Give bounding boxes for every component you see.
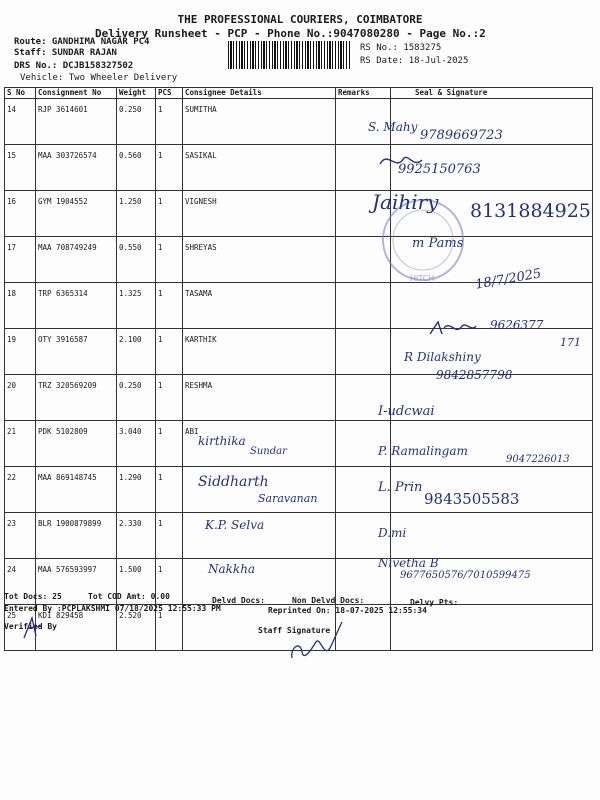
cell-consignment: MAA 303726574	[36, 145, 117, 191]
route-label: Route: GANDHIMA NAGAR PC4	[14, 37, 150, 47]
cell-consignment: TRP 6365314	[36, 283, 117, 329]
staff-label: Staff: SUNDAR RAJAN	[14, 48, 117, 58]
rs-date: RS Date: 18-Jul-2025	[360, 56, 469, 66]
cell-weight: 1.325	[117, 283, 156, 329]
barcode	[228, 41, 350, 69]
verified-by-label: Verified By	[4, 622, 57, 631]
cell-sno: 21	[5, 421, 36, 467]
signature-16: Jaihiry	[372, 190, 439, 214]
cell-consignee: KARTHIK	[183, 329, 336, 375]
reprinted-on: Reprinted On: 18-07-2025 12:55:34	[268, 606, 427, 615]
cell-sno: 18	[5, 283, 36, 329]
signature-21: I-udcwai	[378, 404, 435, 419]
cell-consignment: MAA 708749249	[36, 237, 117, 283]
cell-sno: 16	[5, 191, 36, 237]
cell-consignee: SUMITHA	[183, 99, 336, 145]
cell-sno: 25	[5, 605, 36, 651]
cell-consignment: OTY 3916587	[36, 329, 117, 375]
consignee-22: kirthika	[198, 434, 246, 448]
cell-pcs: 1	[156, 99, 183, 145]
table-row	[5, 99, 593, 145]
non-delivered-docs: Non Delvd Docs:	[292, 596, 365, 605]
staff-signature-label: Staff Signature	[258, 626, 331, 635]
cell-consignment: PDK 5102809	[36, 421, 117, 467]
cell-weight: 0.550	[117, 237, 156, 283]
cell-consignment: TRZ 320569209	[36, 375, 117, 421]
consignee-24: K.P. Selva	[205, 518, 265, 532]
total-docs: Tot Docs: 25	[4, 592, 62, 601]
runsheet-subtitle: Delivery Runsheet - PCP - Phone No.:9047080280 - Page No.:2	[95, 27, 486, 40]
cell-pcs: 1	[156, 191, 183, 237]
cell-sno: 15	[5, 145, 36, 191]
cell-consignment: MAA 869148745	[36, 467, 117, 513]
entered-by: Entered By :PCPLAKSHMI 07/18/2025 12:55:33 PM	[4, 604, 221, 613]
cell-pcs: 1	[156, 237, 183, 283]
consignee-22b: Sundar	[250, 446, 287, 457]
cell-sno: 24	[5, 559, 36, 605]
col-weight: Weight	[117, 88, 156, 99]
date-18: 18/7/2025	[474, 266, 543, 293]
phone-25: 9677650576/7010599475	[400, 570, 531, 581]
cell-pcs: 1	[156, 283, 183, 329]
delivery-points: Delvy Pts:	[410, 598, 459, 607]
cell-weight: 0.560	[117, 145, 156, 191]
cell-signature	[391, 513, 593, 559]
col-consignee: Consignee Details	[183, 88, 336, 99]
phone-22: 9047226013	[506, 454, 570, 465]
cell-pcs: 1	[156, 605, 183, 651]
cell-consignee: VIGNESH	[183, 191, 336, 237]
consignee-23: Siddharth	[198, 474, 269, 490]
signature-19-scribble	[428, 318, 478, 340]
phone-19: 9626377	[490, 318, 544, 332]
cell-pcs: 1	[156, 513, 183, 559]
cell-consignment: KDI 829458	[36, 605, 117, 651]
cell-weight: 2.330	[117, 513, 156, 559]
col-pcs: PCS	[156, 88, 183, 99]
cell-sno: 17	[5, 237, 36, 283]
cell-pcs: 1	[156, 559, 183, 605]
signature-22: P. Ramalingam	[378, 444, 468, 458]
cell-consignment: RJP 3614601	[36, 99, 117, 145]
signature-17: m Pams	[412, 236, 464, 251]
table-row	[5, 145, 593, 191]
phone-16: 8131884925	[470, 200, 591, 222]
signature-20: R Dilakshiny	[404, 350, 481, 364]
cell-sno: 22	[5, 467, 36, 513]
cell-pcs: 1	[156, 145, 183, 191]
cell-weight: 2.100	[117, 329, 156, 375]
phone-14: 9789669723	[420, 128, 503, 143]
cell-weight: 1.290	[117, 467, 156, 513]
document-title: THE PROFESSIONAL COURIERS, COIMBATORE	[177, 13, 423, 26]
table-header-row	[5, 88, 593, 99]
cell-weight: 0.250	[117, 99, 156, 145]
cell-sno: 23	[5, 513, 36, 559]
col-sno: S No	[5, 88, 36, 99]
stamp-text: HITCH	[410, 274, 435, 283]
table-row	[5, 513, 593, 559]
total-cod: Tot COD Amt: 0.00	[88, 592, 170, 601]
cell-remarks	[336, 283, 391, 329]
consignee-25: Nakkha	[208, 562, 256, 576]
phone-15: 9925150763	[398, 162, 481, 177]
cell-consignee: SASIKAL	[183, 145, 336, 191]
rs-number: RS No.: 1583275	[360, 43, 442, 53]
cell-pcs: 1	[156, 421, 183, 467]
cell-weight: 2.520	[117, 605, 156, 651]
cell-weight: 3.040	[117, 421, 156, 467]
cell-sno: 20	[5, 375, 36, 421]
staff-signature	[286, 618, 346, 666]
vehicle-label: Vehicle: Two Wheeler Delivery	[20, 73, 178, 83]
cell-consignment: BLR 1900879899	[36, 513, 117, 559]
cell-remarks	[336, 329, 391, 375]
phone-20: 9842857798	[436, 368, 513, 382]
cell-weight: 1.500	[117, 559, 156, 605]
cell-pcs: 1	[156, 329, 183, 375]
drs-number: DRS No.: DCJB158327502	[14, 61, 134, 71]
table-row	[5, 421, 593, 467]
col-remarks: Remarks	[336, 88, 391, 99]
signature-25: Nivetha B	[378, 556, 439, 570]
col-consignment: Consignment No	[36, 88, 117, 99]
cell-weight: 1.250	[117, 191, 156, 237]
cell-consignment: MAA 576593997	[36, 559, 117, 605]
consignee-23b: Saravanan	[258, 492, 318, 505]
signature-14: S. Mahy	[368, 120, 418, 134]
cell-pcs: 1	[156, 467, 183, 513]
cell-consignee: SHREYAS	[183, 237, 336, 283]
cell-consignment: GYM 1904552	[36, 191, 117, 237]
cell-consignee: ABI	[183, 421, 336, 467]
phone-23: 9843505583	[424, 490, 520, 508]
cell-weight: 0.250	[117, 375, 156, 421]
signature-23: L. Prin	[378, 480, 423, 495]
verifier-signature	[20, 614, 48, 642]
signature-24: D.mi	[378, 526, 407, 540]
cell-sno: 14	[5, 99, 36, 145]
cell-sno: 19	[5, 329, 36, 375]
col-signature: Seal & Signature	[391, 88, 593, 99]
cell-pcs: 1	[156, 375, 183, 421]
cell-consignee: RESHMA	[183, 375, 336, 421]
cell-consignee: TASAMA	[183, 283, 336, 329]
delivered-docs: Delvd Docs:	[212, 596, 265, 605]
phone-19b: 171	[560, 336, 581, 349]
